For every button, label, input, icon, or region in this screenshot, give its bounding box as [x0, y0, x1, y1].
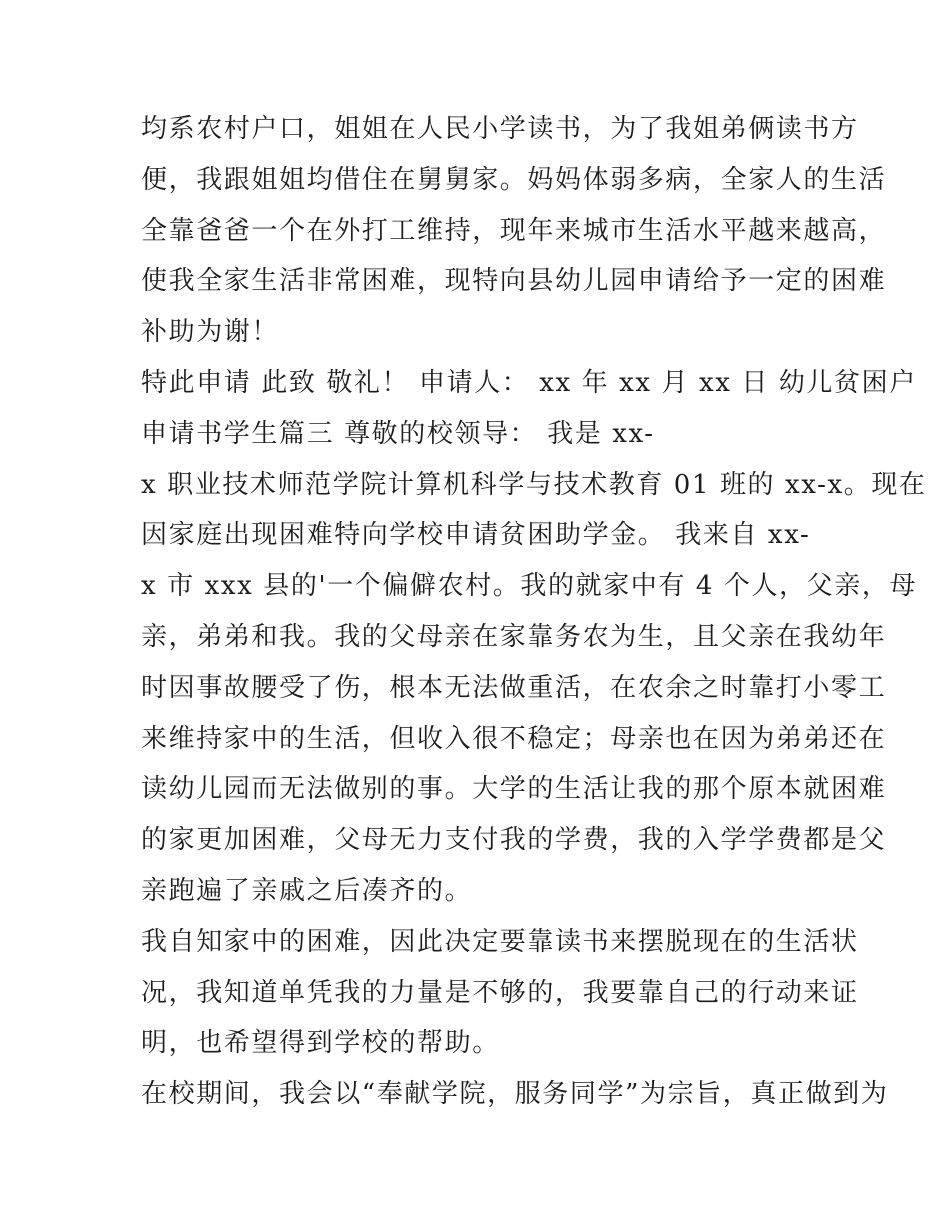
text-line: 补助为谢！ [141, 317, 280, 348]
text-line: 申请书学生篇三 尊敬的校领导： 我是 xx- [141, 418, 655, 449]
text-line: 均系农村户口，姐姐在人民小学读书，为了我姐弟俩读书方 [141, 114, 859, 144]
text-line: 便，我跟姐姐均借住在舅舅家。妈妈体弱多病，全家人的生活 [141, 164, 887, 195]
text-line: 因家庭出现困难特向学校申请贫困助学金。 我来自 xx- [141, 520, 811, 551]
text-line: 特此申请 此致 敬礼！ 申请人： xx 年 xx 月 xx 日 幼儿贫困户 [141, 367, 917, 398]
text-line: 全靠爸爸一个在外打工维持，现年来城市生活水平越来越高， [141, 215, 887, 246]
text-line: 况，我知道单凭我的力量是不够的，我要靠自己的行动来证 [141, 977, 859, 1008]
text-line: 在校期间，我会以“奉献学院，服务同学”为宗旨，真正做到为 [141, 1079, 889, 1110]
text-line: x 市 xxx 县的'一个偏僻农村。我的就家中有 4 个人，父亲，母 [141, 571, 918, 602]
text-line: 时因事故腰受了伤，根本无法做重活，在农余之时靠打小零工 [141, 672, 887, 703]
text-line: 来维持家中的生活，但收入很不稳定；母亲也在因为弟弟还在 [141, 723, 887, 754]
text-line: 的家更加困难，父母无力支付我的学费，我的入学学费都是父 [141, 825, 887, 856]
text-line: x 职业技术师范学院计算机科学与技术教育 01 班的 xx-x。现在 [141, 469, 927, 500]
text-line: 明，也希望得到学校的帮助。 [141, 1028, 500, 1059]
document-body [141, 104, 927, 1120]
text-line: 亲，弟弟和我。我的父母亲在家靠务农为生，且父亲在我幼年 [141, 621, 887, 652]
text-line: 我自知家中的困难，因此决定要靠读书来摆脱现在的生活状 [141, 926, 859, 957]
text-line: 亲跑遍了亲戚之后凑齐的。 [141, 875, 473, 906]
text-line: 使我全家生活非常困难，现特向县幼儿园申请给予一定的困难 [141, 266, 887, 297]
text-line: 读幼儿园而无法做别的事。大学的生活让我的那个原本就困难 [141, 774, 887, 805]
